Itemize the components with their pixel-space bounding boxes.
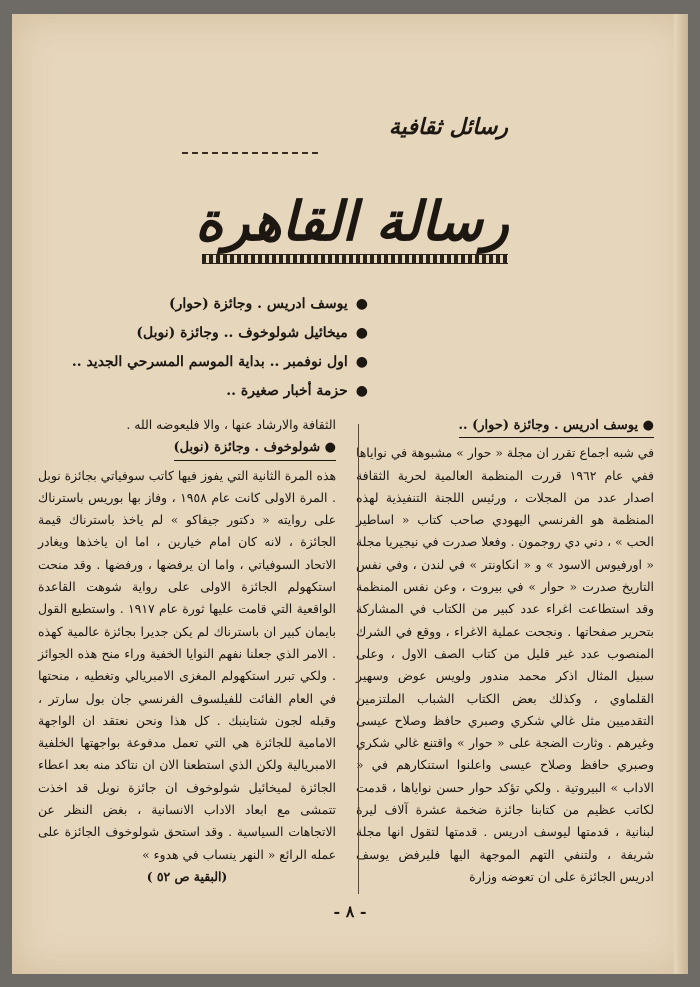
ornamental-border: [202, 254, 508, 264]
page-number: - ٨ -: [333, 902, 367, 921]
toc-item: [48, 292, 368, 321]
article-heading-text: شولوخوف . وجائزة (نوبل): [173, 440, 321, 456]
article-lead: الثقافة والارشاد عنها ، والا فليعوضه الله .: [126, 417, 336, 432]
toc-item-label: ميخائيل شولوخوف .. وجائزة (نوبل): [136, 325, 348, 341]
article-body: في شبه اجماع تقرر ان مجلة « حوار » مشبوهة في نواياها ففي عام ١٩٦٢ قررت المنظمة العالمية لحرية الثقافة اصدار عدد من المجلات ، ورئيس اللجنة التنفيذية لهذه المنظمة هو الفرنسي اليهودي صاحب كتاب « اساطير الحب » ، دني دي روجمون . وفعلا صدرت في نيجيريا مجلة « اورفيوس الاسود » و « انكاونتر » في لندن ، وفي نفس التاريخ صدرت « حوار » في بيروت ، وعن نفس المنظمة وقد استطاعت اغراء عدد كبير من الكتاب في المشاركة بتحرير صفحاتها . ونجحت عملية الاغراء ، ووقع في الشرك المنصوب عدد غير قليل من كتاب الصف الاول ، وعلى سبيل المثال اذكر محمد مندور ولويس عوض وسهير القلماوي ، وكذلك بعض الكتاب الشباب الملتزمين التقدميين مثل غالي شكري وصبري حافظ وصلاح عيسى وغيرهم . وثارت الضجة على « حوار » واقتنع غالي شكري وصبري حافظ وصلاح عيسى واعلنوا استنكارهم في « الاداب » البيروتية . ولكي تؤكد حوار حسن نواياها ، قدمت لكاتب عظيم من كتابنا جائزة ضخمة عشرة آلاف ليرة لبنانية ، قدمتها ليوسف ادريس . قدمتها لتقول انها مجلة شريفة ، ولتنفي التهم الموجهة اليها فليرفض يوسف ادريس الجائزة على ان تعوضه وزارة: [356, 445, 654, 884]
bullet-icon: ●: [355, 325, 368, 341]
bullet-icon: ●: [355, 383, 368, 399]
continued-note: (البقية ص ٥٢ ): [146, 868, 228, 884]
section-rule: [182, 152, 318, 154]
page-edge: [674, 14, 688, 974]
toc-item: [48, 379, 368, 408]
masthead-title: رسالة القاهرة: [195, 189, 509, 253]
article-heading-text: يوسف ادريس . وجائزة (حوار) ..: [458, 418, 639, 433]
toc-item: [48, 321, 368, 350]
section-label: رسائل ثقافية: [388, 114, 508, 140]
article-column-right: [356, 414, 654, 888]
toc-item-label: حزمة أخبار صغيرة ..: [226, 383, 348, 399]
article-heading: [174, 437, 336, 460]
toc-item-label: اول نوفمبر .. بداية الموسم المسرحي الجديد ..: [71, 354, 348, 370]
toc-item-label: يوسف ادريس . وجائزة (حوار): [169, 296, 348, 312]
column-divider: [358, 424, 359, 894]
article-column-left: [38, 414, 336, 888]
bullet-icon: ●: [638, 418, 654, 433]
bullet-icon: ●: [320, 440, 336, 456]
article-body: هذه المرة الثانية التي يفوز فيها كاتب سوفياتي بجائزة نوبل . المرة الاولى كانت عام ١٩٥٨ ، وفاز بها بوريس باسترناك على روايته « دكتور جيفاكو » لم ياخذ باسترناك قيمة الجائزة ، لانه كان امام خيارين ، اما ان ياخذها ويغادر الاتحاد السوفياتي ، واما ان يرفضها ، ورفضها . وقد منحت استكهولم الجائزة الاولى على رواية شوهت القاعدة الواقعية التي قامت عليها ثورة عام ١٩١٧ . واستطيع القول بايمان كبير ان باسترناك لم يكن جديرا بجائزة عالمية كهذه . الامر الذي جعلنا نفهم النوايا الخفية وراء منح هذه الجوائز . ولكي تبرر استكهولم المغزى الامبريالي وتغطيه ، منحتها في العام الفائت للفيلسوف الفرنسي جان بول سارتر ، وقبله لجون شتاينبك . كل هذا ونحن نعتقد ان الواجهة الامامية للجائزة هي التي تعمل مدفوعة بواجهتها الخلفية الامبريالية ولكن الذي استطعنا الان ان نتاكد منه بعد اعطاء الجائزة لميخائيل شولوخوف ان جائزة نوبل قد اخذت تتمشى مع ابعاد الاداب الانسانية ، بغض النظر عن الاتجاهات السياسية . وقد استحق شولوخوف الجائزة على عمله الرائع « النهر ينساب في هدوء »: [38, 467, 336, 862]
magazine-page: [12, 14, 688, 974]
article-heading: [459, 415, 654, 438]
bullet-icon: ●: [355, 296, 368, 312]
toc-item: [48, 350, 368, 379]
bullet-icon: ●: [355, 354, 368, 370]
table-of-contents: [48, 292, 368, 408]
